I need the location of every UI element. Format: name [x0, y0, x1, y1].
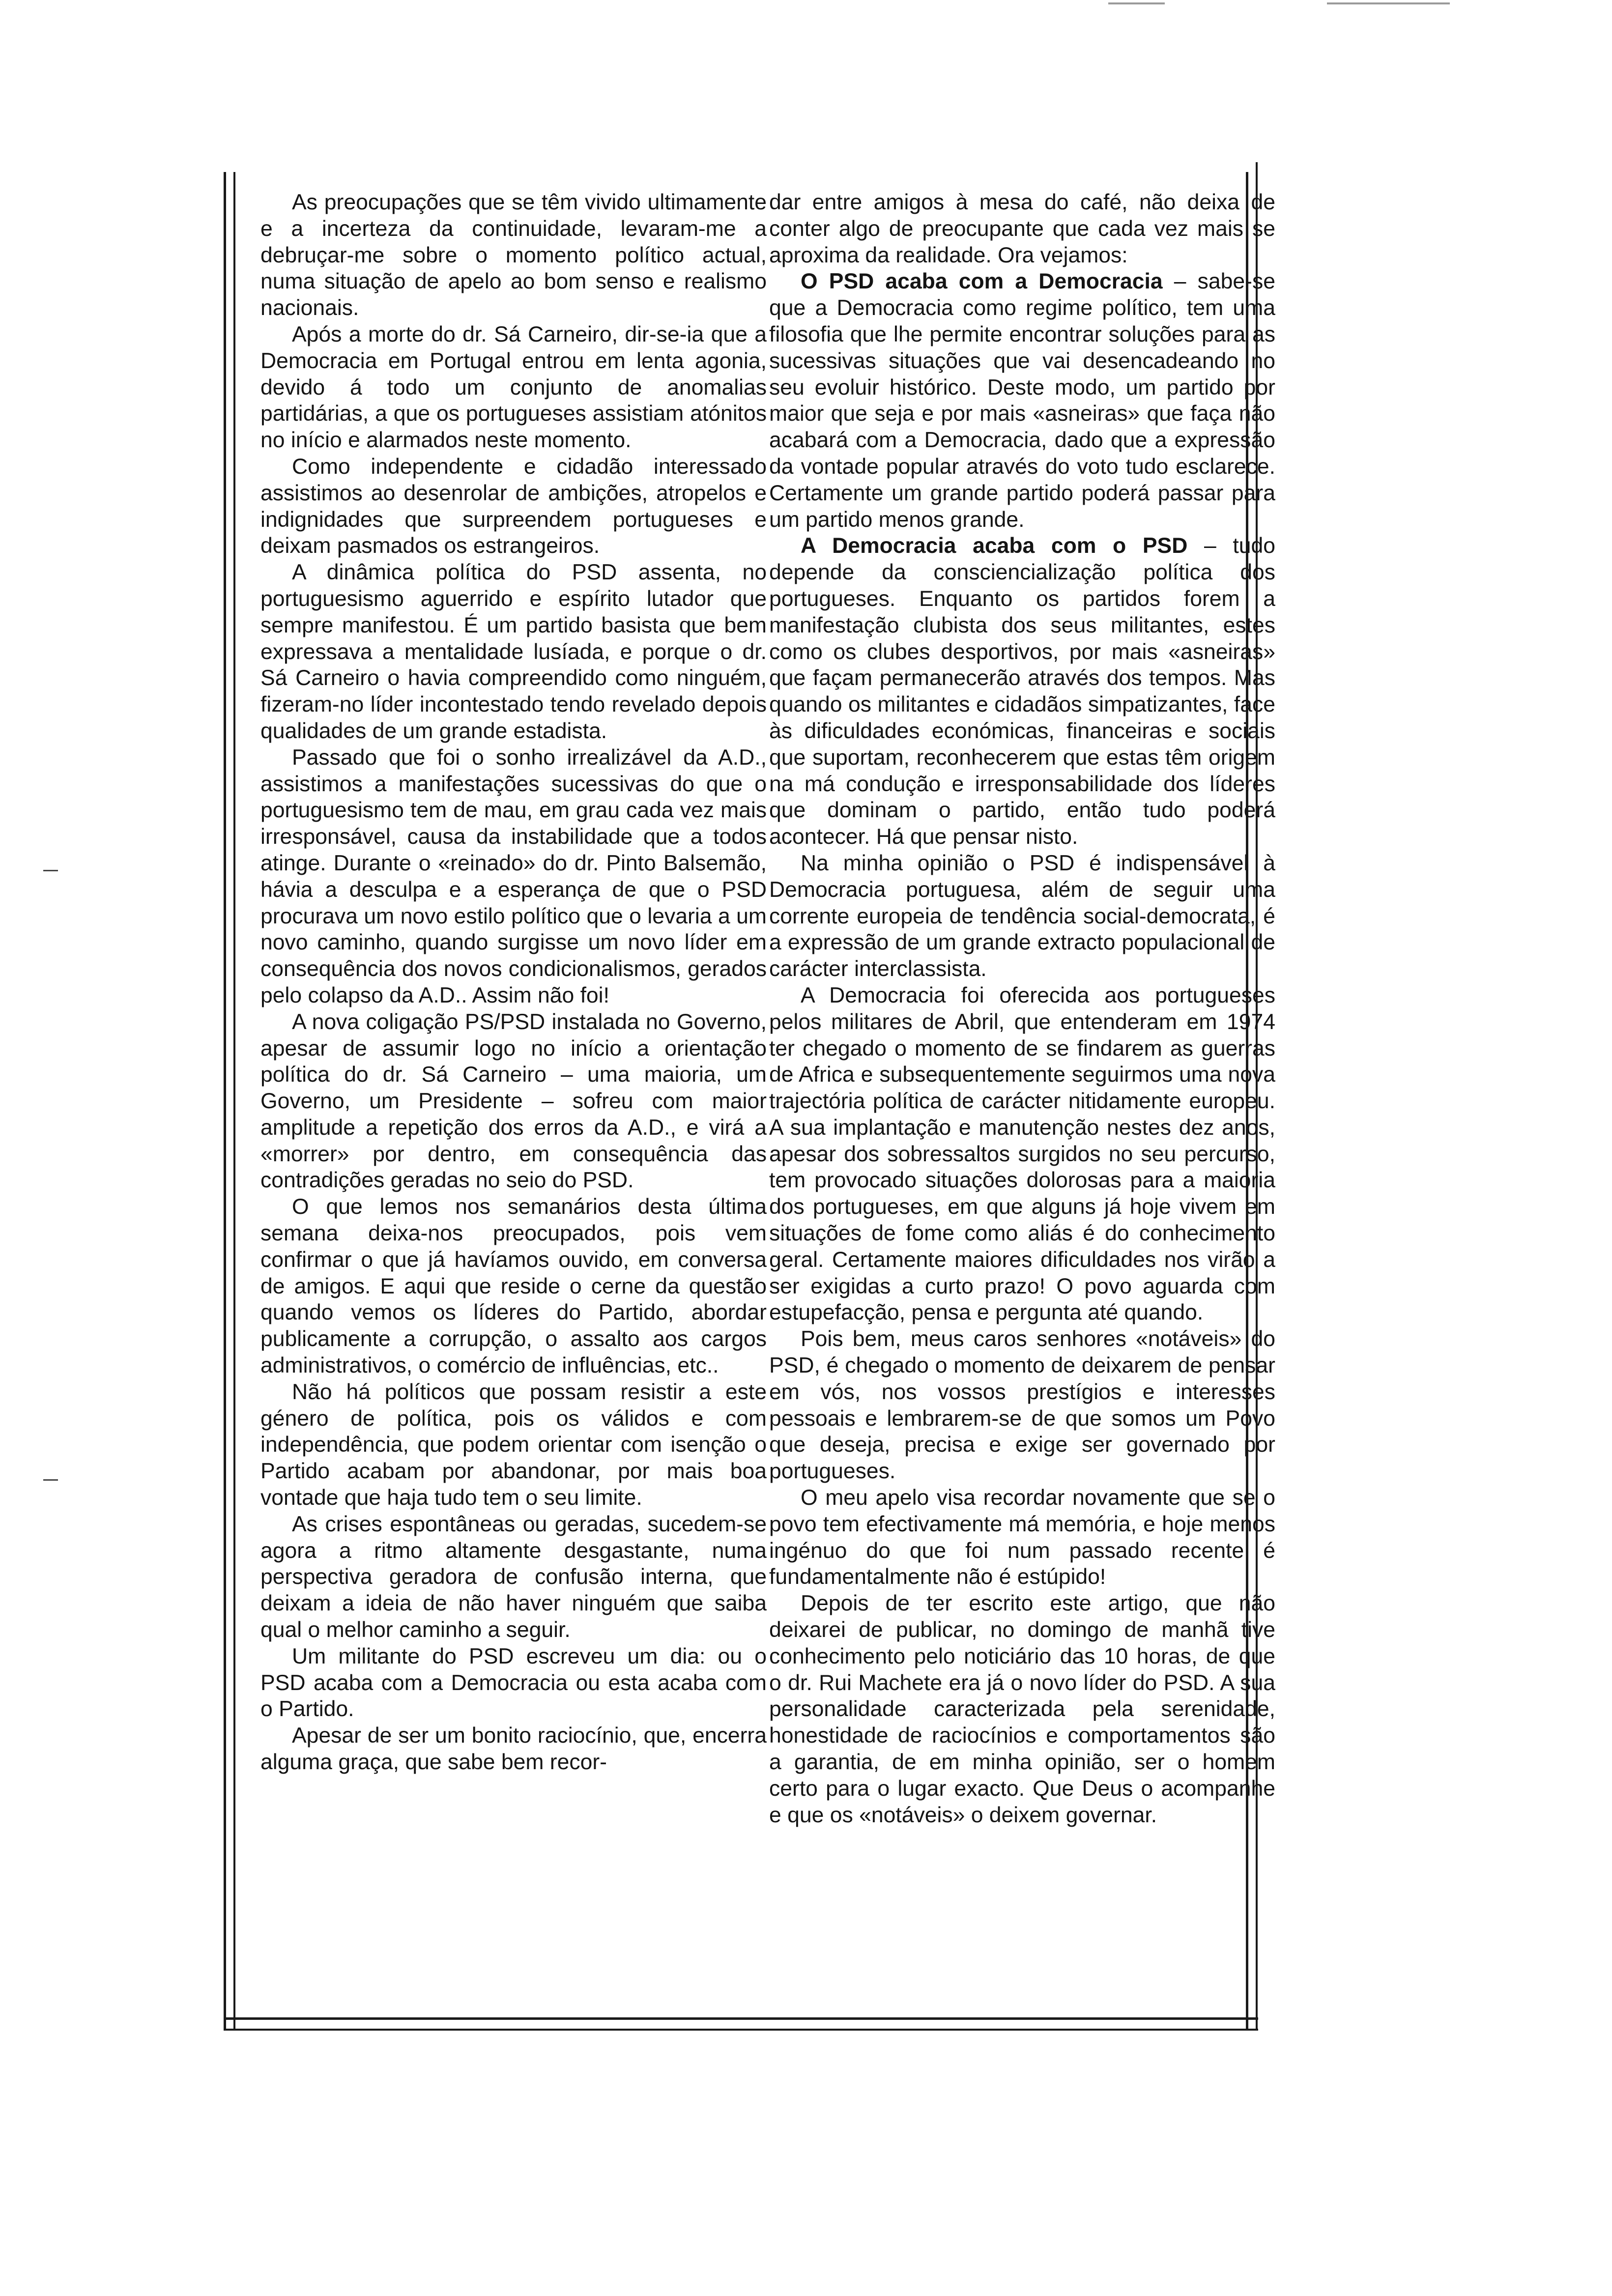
article-paragraph: Após a morte do dr. Sá Carneiro, dir-se-ia que a Democracia em Portugal entrou em lenta agonia, devido á todo um conjunto de anomalias partidárias, a que os portugueses assistiam atónitos no início e alarmados neste momento.	[260, 322, 767, 453]
article-paragraph: Um militante do PSD escreveu um dia: ou o PSD acaba com a Democracia ou esta acaba com o Partido.	[260, 1644, 767, 1722]
clipping-left-border	[224, 172, 226, 2030]
article-paragraph: O que lemos nos semanários desta última semana deixa-nos preocupados, pois vem confirmar o que já havíamos ouvido, em conversa de amigos. E aqui que reside o cerne da questão quando vemos os líderes do Partido, abordar publicamente a corrupção, o assalto aos cargos administrativos, o comércio de influências, etc..	[260, 1195, 767, 1378]
article-paragraph: As crises espontâneas ou geradas, sucedem-se agora a ritmo altamente desgastante, numa perspectiva geradora de confusão interna, que deixam a ideia de não haver ninguém que saiba qual o melhor caminho a seguir.	[260, 1512, 767, 1642]
clipping-left-border-inner	[233, 172, 235, 2030]
article-paragraph: O PSD acaba com a Democracia – sabe-se que a Democracia como regime político, tem uma filosofia que lhe permite encontrar soluções para as sucessivas situações que vai desencadeando no seu evoluir histórico. Deste modo, um partido por maior que seja e por mais «asneiras» que faça não acabará com a Democracia, dado que a expressão da vontade popular através do voto tudo esclarece. Certamente um grande partido poderá passar para um partido menos grande.	[769, 269, 1275, 532]
scan-top-line	[1108, 2, 1165, 4]
clipping-bottom-border	[224, 2017, 1258, 2020]
article-paragraph: A dinâmica política do PSD assenta, no portuguesismo aguerrido e espírito lutador que sempre manifestou. É um partido basista que bem expressava a mentalidade lusíada, e porque o dr. Sá Carneiro o havia compreendido como ninguém, fizeram-no líder incontestado tendo revelado depois qualidades de um grande estadista.	[260, 560, 767, 743]
article-paragraph: O meu apelo visa recordar novamente que se o povo tem efectivamente má memória, e hoje menos ingénuo do que foi num passado recente é fundamentalmente não é estúpido!	[769, 1486, 1275, 1589]
article-paragraph: A Democracia acaba com o PSD – tudo depende da consciencialização política dos portugueses. Enquanto os partidos forem a manifestação clubista dos seus militantes, estes como os clubes desportivos, por mais «asneiras» que façam permanecerão através dos tempos. Mas quando os militantes e cidadãos simpatizantes, face às dificuldades económicas, financeiras e sociais que suportam, reconhecerem que estas têm origem na má condução e irresponsabilidade dos líderes que dominam o partido, então tudo poderá acontecer. Há que pensar nisto.	[769, 534, 1275, 849]
bold-lead-in: O PSD acaba com a Democracia	[801, 269, 1163, 294]
article-paragraph: Pois bem, meus caros senhores «notáveis» do PSD, é chegado o momento de deixarem de pensar em vós, nos vossos prestígios e interesses pessoais e lembrarem-se de que somos um Povo que deseja, precisa e exige ser governado por portugueses.	[769, 1327, 1275, 1484]
article-paragraph: Não há políticos que possam resistir a este género de política, pois os válidos e com independência, que podem orientar com isenção o Partido acabam por abandonar, por mais boa vontade que haja tudo tem o seu limite.	[260, 1379, 767, 1510]
article-paragraph: Apesar de ser um bonito raciocínio, que, encerra alguma graça, que sabe bem recor-	[260, 1723, 767, 1775]
article-left-column	[260, 189, 767, 1776]
scan-top-line	[1327, 2, 1450, 4]
article-paragraph: A Democracia foi oferecida aos portugueses pelos militares de Abril, que entenderam em 1974 ter chegado o momento de se findarem as guerras de Africa e subsequentemente seguirmos uma nova trajectória política de carácter nitidamente europeu. A sua implantação e manutenção nestes dez anos, apesar dos sobressaltos surgidos no seu percurso, tem provocado situações dolorosas para a maioria dos portugueses, em que alguns já hoje vivem em situações de fome como aliás é do conhecimento geral. Certamente maiores dificuldades nos virão a ser exigidas a curto prazo! O povo aguarda com estupefacção, pensa e pergunta até quando.	[769, 983, 1275, 1325]
margin-mark	[43, 1479, 58, 1481]
article-paragraph: Na minha opinião o PSD é indispensável à Democracia portuguesa, além de seguir uma corrente europeia de tendência social-democrata, é a expressão de um grande extracto populacional de carácter interclassista.	[769, 851, 1275, 981]
margin-mark	[43, 870, 58, 871]
article-right-column	[769, 189, 1275, 1828]
clipping-bottom-border-inner	[224, 2029, 1258, 2031]
article-paragraph: As preocupações que se têm vivido ultimamente e a incerteza da continuidade, levaram-me a debruçar-me sobre o momento político actual, numa situação de apelo ao bom senso e realismo nacionais.	[260, 190, 767, 320]
article-paragraph: dar entre amigos à mesa do café, não deixa de conter algo de preocupante que cada vez mais se aproxima da realidade. Ora vejamos:	[769, 190, 1275, 267]
article-paragraph: Passado que foi o sonho irrealizável da A.D., assistimos a manifestações sucessivas do que o portuguesismo tem de mau, em grau cada vez mais irresponsável, causa da instabilidade que a todos atinge. Durante o «reinado» do dr. Pinto Balsemão, hávia a desculpa e a esperança de que o PSD procurava um novo estilo político que o levaria a um novo caminho, quando surgisse um novo líder em consequência dos novos condicionalismos, gerados pelo colapso da A.D.. Assim não foi!	[260, 745, 767, 1007]
article-paragraph: A nova coligação PS/PSD instalada no Governo, apesar de assumir logo no início a orientação política do dr. Sá Carneiro – uma maioria, um Governo, um Presidente – sofreu com maior amplitude a repetição dos erros da A.D., e virá a «morrer» por dentro, em consequência das contradições geradas no seio do PSD.	[260, 1009, 767, 1193]
bold-lead-in: A Democracia acaba com o PSD	[801, 534, 1188, 558]
article-paragraph: Como independente e cidadão interessado assistimos ao desenrolar de ambições, atropelos e indignidades que surpreendem portugueses e deixam pasmados os estrangeiros.	[260, 454, 767, 558]
article-paragraph: Depois de ter escrito este artigo, que não deixarei de publicar, no domingo de manhã tive conhecimento pelo noticiário das 10 horas, de que o dr. Rui Machete era já o novo líder do PSD. A sua personalidade caracterizada pela serenidade, honestidade de raciocínios e comportamentos são a garantia, de em minha opinião, ser o homem certo para o lugar exacto. Que Deus o acompanhe e que os «notáveis» o deixem governar.	[769, 1591, 1275, 1827]
